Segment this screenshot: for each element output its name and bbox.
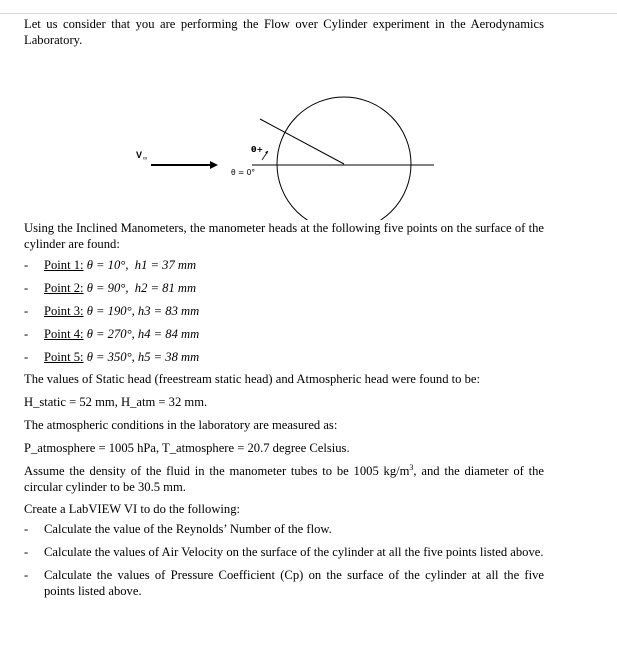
cylinder-diagram <box>24 54 544 220</box>
freestream-label: V <box>136 150 143 160</box>
point-head: h1 = 37 mm <box>134 258 197 272</box>
points-list <box>24 254 544 369</box>
task-text: Calculate the values of Air Velocity on the surface of the cylinder at all the five points listed above. <box>44 545 544 559</box>
bullet-dash: - <box>24 350 29 364</box>
list-item <box>24 544 544 560</box>
freestream-subscript: ∞ <box>143 156 148 162</box>
list-item <box>24 521 544 537</box>
bullet-dash: - <box>24 281 29 295</box>
list-item <box>24 300 544 323</box>
theta-plus-label: θ+ <box>251 145 264 154</box>
conditions-values: P_atmosphere = 1005 hPa, T_atmosphere = 20.7 degree Celsius. <box>24 441 350 455</box>
list-item <box>24 567 544 599</box>
point-head: h2 = 81 mm <box>134 281 197 295</box>
list-item <box>24 277 544 300</box>
intro-paragraph: Let us consider that you are performing the Flow over Cylinder experiment in the Aerodynamics Laboratory. <box>24 17 544 47</box>
density-superscript: 3 <box>409 462 414 472</box>
bullet-dash: - <box>24 258 29 272</box>
point-head: h4 = 84 mm <box>137 327 200 341</box>
bullet-dash: - <box>24 304 29 318</box>
bullet-dash: - <box>24 568 29 582</box>
heads-values: H_static = 52 mm, H_atm = 32 mm. <box>24 395 208 409</box>
document-page <box>24 16 544 606</box>
point-theta: θ = 190°, <box>86 304 135 318</box>
conditions-text: The atmospheric conditions in the laboratory are measured as: <box>24 418 338 432</box>
density-text-post: , and the diameter of the circular cylinder to be 30.5 mm. <box>24 464 545 494</box>
list-item <box>24 323 544 346</box>
point-head: h5 = 38 mm <box>137 350 200 364</box>
point-label: Point 1: <box>44 258 84 272</box>
bullet-dash: - <box>24 327 29 341</box>
task-text: Calculate the values of Pressure Coefficient (Cp) on the surface of the cylinder at all the five points listed above. <box>44 568 544 598</box>
point-theta: θ = 350°, <box>86 350 135 364</box>
cylinder-circle <box>277 97 411 220</box>
list-item <box>24 346 544 369</box>
bullet-dash: - <box>24 545 29 559</box>
theta-zero-label: θ = 0° <box>231 168 256 177</box>
task-intro: Create a LabVIEW VI to do the following: <box>24 502 241 516</box>
point-theta: θ = 90°, <box>86 281 129 295</box>
top-rule <box>0 13 617 14</box>
task-text: Calculate the value of the Reynolds’ Number of the flow. <box>44 522 332 536</box>
point-label: Point 3: <box>44 304 84 318</box>
tasks-list <box>24 521 544 599</box>
cylinder-figure <box>24 54 544 220</box>
density-text-pre: Assume the density of the fluid in the manometer tubes to be 1005 kg/m <box>24 464 410 478</box>
manometer-intro: Using the Inclined Manometers, the manometer heads at the following five points on the surface of the cylinder are found: <box>24 221 544 251</box>
point-theta: θ = 10°, <box>86 258 129 272</box>
list-item <box>24 254 544 277</box>
point-label: Point 5: <box>44 350 84 364</box>
freestream-arrow-head <box>210 161 218 169</box>
point-head: h3 = 83 mm <box>137 304 200 318</box>
density-paragraph <box>24 463 544 495</box>
point-label: Point 4: <box>44 327 84 341</box>
static-head-text: The values of Static head (freestream static head) and Atmospheric head were found to be: <box>24 372 480 386</box>
bullet-dash: - <box>24 522 29 536</box>
point-label: Point 2: <box>44 281 84 295</box>
point-theta: θ = 270°, <box>86 327 135 341</box>
angle-line <box>260 119 344 164</box>
